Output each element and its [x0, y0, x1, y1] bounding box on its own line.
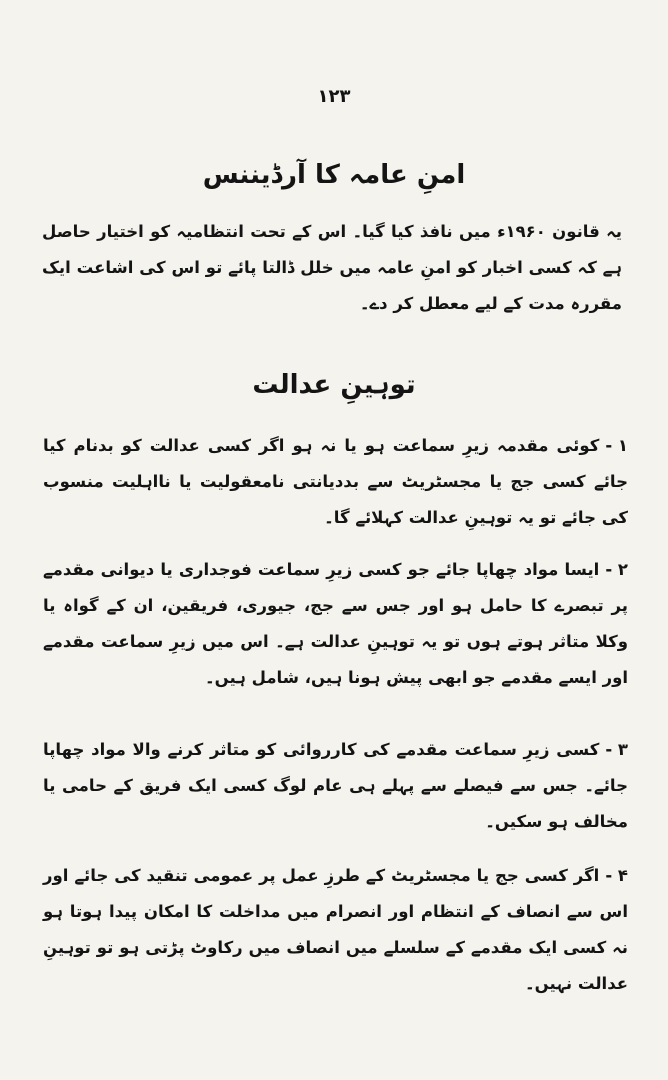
- section-paragraph-public-order: یہ قانون ۱۹۶۰ء میں نافذ کیا گیا۔ اس کے تحت انتظامیہ کو اختیار حاصل ہے کہ کسی اخبار کو امنِ عامہ میں خلل ڈالتا پائے تو اس کی اشاعت ایک مقررہ مدت کے لیے معطل کر دے۔: [42, 222, 622, 313]
- list-item-text: اگر کسی جج یا مجسٹریٹ کے طرزِ عمل پر عمومی تنقید کی جائے اور اس سے انصاف کے انتظام اور انصرام میں مداخلت کا امکان پیدا ہوتا ہو نہ کسی ایک مقدمے کے سلسلے میں انصاف میں رکاوٹ پڑتی ہو تو توہینِ عدالت نہیں۔: [43, 866, 628, 993]
- list-item: [43, 428, 628, 536]
- list-item-number: ۴ -: [605, 866, 628, 885]
- list-item: [43, 552, 628, 696]
- section-heading-contempt-of-court: توہینِ عدالت: [252, 370, 416, 400]
- list-item-text: کسی زیرِ سماعت مقدمے کی کارروائی کو متاثر کرنے والا مواد چھاپا جائے۔ جس سے فیصلے سے پہلے ہی عام لوگ کسی ایک فریق کے حامی یا مخالف ہو سکیں۔: [43, 740, 628, 831]
- page-number: ۱۲۳: [317, 86, 351, 107]
- list-item: [43, 858, 628, 1002]
- list-item-number: ۱ -: [605, 436, 628, 455]
- list-item: [43, 732, 628, 840]
- section-heading-public-order: امنِ عامہ کا آرڈیننس: [202, 160, 466, 190]
- list-item-text: ایسا مواد چھاپا جائے جو کسی زیرِ سماعت فوجداری یا دیوانی مقدمے پر تبصرے کا حامل ہو اور جس سے جج، جیوری، فریقین، ان کے گواہ یا وکلا متاثر ہوتے ہوں تو یہ توہینِ عدالت ہے۔ اس میں زیرِ سماعت مقدمے اور ایسے مقدمے جو ابھی پیش ہونا ہیں، شامل ہیں۔: [43, 560, 628, 687]
- list-item-number: ۲ -: [605, 560, 628, 579]
- list-item-number: ۳ -: [605, 740, 628, 759]
- list-item-text: کوئی مقدمہ زیرِ سماعت ہو یا نہ ہو اگر کسی عدالت کو بدنام کیا جائے کسی جج یا مجسٹریٹ سے بددیانتی نامعقولیت یا نااہلیت منسوب کی جائے تو یہ توہینِ عدالت کہلائے گا۔: [43, 436, 628, 527]
